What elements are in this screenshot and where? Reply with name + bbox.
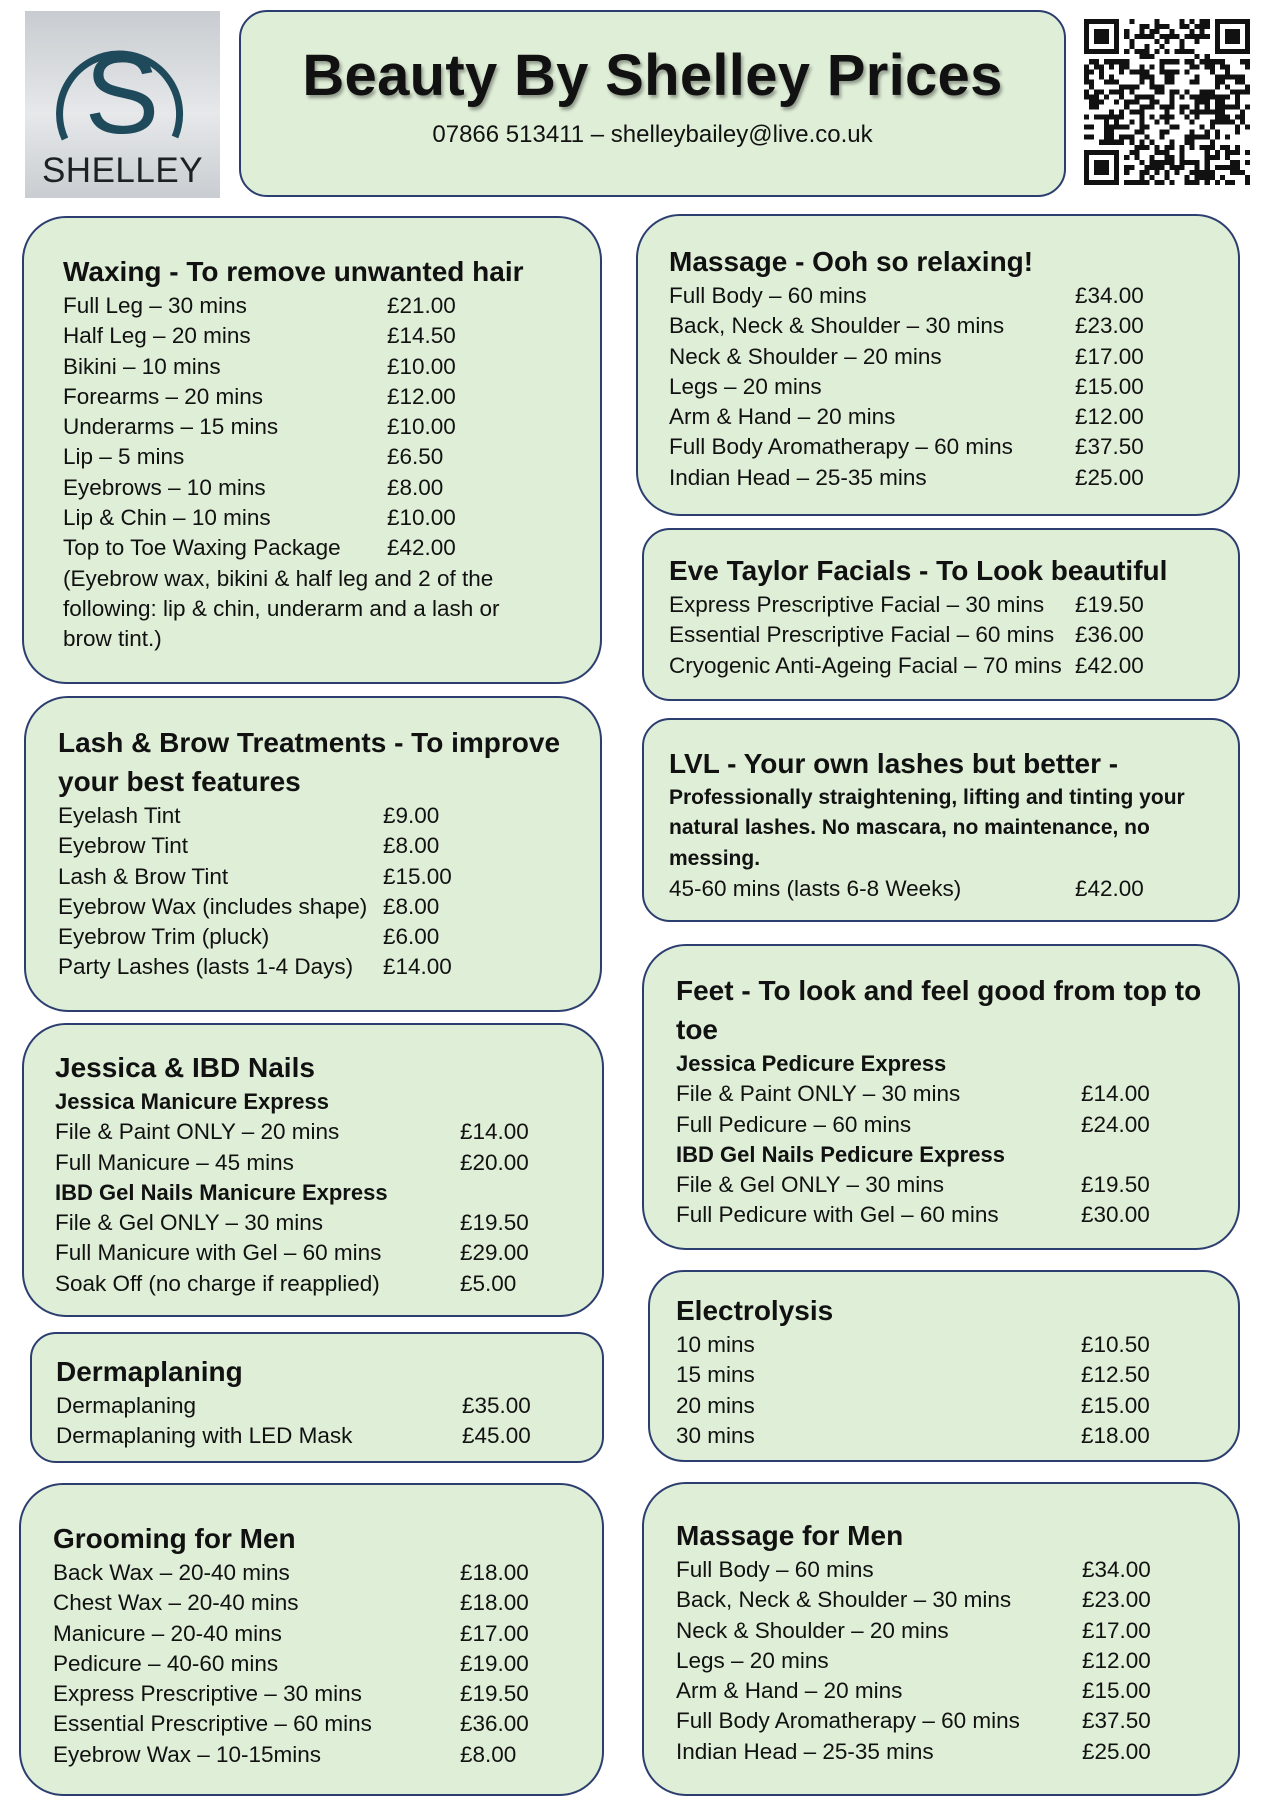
- treatment-price: £8.00: [460, 1741, 517, 1767]
- price-row: [63, 291, 600, 321]
- price-list: [669, 874, 1238, 904]
- price-list: [53, 1558, 602, 1770]
- treatment-name: Pedicure – 40-60 mins: [53, 1650, 279, 1676]
- section-title: LVL - Your own lashes but better -: [669, 748, 1119, 779]
- lvl-section: [642, 718, 1240, 922]
- treatment-name: Underarms – 15 mins: [63, 414, 279, 440]
- shelley-logo: [25, 11, 220, 198]
- treatment-price: £14.00: [460, 1119, 529, 1145]
- subheading: IBD Gel Nails Manicure Express: [55, 1179, 388, 1205]
- price-row: [669, 590, 1238, 620]
- price-row: [63, 503, 600, 533]
- price-row: [676, 1330, 1238, 1360]
- treatment-price: £15.00: [383, 863, 452, 889]
- treatment-name: Full Pedicure with Gel – 60 mins: [676, 1202, 999, 1228]
- treatment-price: £19.50: [460, 1210, 529, 1236]
- price-row: [58, 892, 600, 922]
- treatment-price: £17.00: [1082, 1617, 1151, 1643]
- contact-line: 07866 513411 – shelleybailey@live.co.uk: [432, 121, 873, 148]
- treatment-price: £42.00: [1075, 875, 1144, 901]
- section-title: Electrolysis: [676, 1295, 834, 1326]
- section-title: Jessica & IBD Nails: [55, 1052, 315, 1083]
- treatment-price: £29.00: [460, 1240, 529, 1266]
- treatment-name: Chest Wax – 20-40 mins: [53, 1590, 299, 1616]
- treatment-price: £18.00: [460, 1560, 529, 1585]
- treatment-price: £6.00: [383, 924, 440, 950]
- price-row: [676, 1706, 1238, 1736]
- price-row: [63, 473, 600, 503]
- treatment-price: £12.00: [387, 383, 456, 409]
- price-row: [53, 1679, 602, 1709]
- treatment-price: £19.50: [1081, 1172, 1150, 1198]
- treatment-name: Essential Prescriptive – 60 mins: [53, 1711, 372, 1737]
- price-row: [676, 1421, 1238, 1451]
- treatment-name: Soak Off (no charge if reapplied): [55, 1270, 380, 1296]
- treatment-name: Eyebrow Wax (includes shape): [58, 893, 368, 919]
- treatment-name: Express Prescriptive Facial – 30 mins: [669, 592, 1045, 617]
- price-row: [676, 1360, 1238, 1390]
- treatment-name: Eyelash Tint: [58, 803, 181, 828]
- price-row: [56, 1391, 602, 1421]
- treatment-price: £8.00: [383, 893, 440, 919]
- treatment-price: £18.00: [460, 1590, 529, 1616]
- treatment-name: Bikini – 10 mins: [63, 353, 221, 379]
- price-row: [58, 831, 600, 861]
- logo-text: SHELLEY: [41, 151, 204, 190]
- treatment-price: £10.00: [387, 505, 456, 531]
- treatment-price: £10.00: [387, 353, 456, 379]
- price-row: [53, 1649, 602, 1679]
- treatment-price: £30.00: [1081, 1202, 1150, 1228]
- price-row: [63, 442, 600, 472]
- treatment-name: Back, Neck & Shoulder – 30 mins: [669, 313, 1005, 339]
- price-row: [669, 463, 1238, 493]
- treatment-price: £8.00: [387, 474, 444, 500]
- treatment-name: 45-60 mins (lasts 6-8 Weeks): [669, 875, 962, 901]
- price-row: [676, 1646, 1238, 1676]
- treatment-name: 30 mins: [676, 1422, 755, 1448]
- treatment-price: £25.00: [1075, 464, 1144, 490]
- treatment-price: £10.00: [387, 414, 456, 440]
- treatment-name: Lip – 5 mins: [63, 444, 185, 470]
- price-row: [55, 1208, 602, 1238]
- price-row: [669, 432, 1238, 462]
- treatment-name: Full Body Aromatherapy – 60 mins: [669, 434, 1013, 460]
- treatment-price: £12.00: [1075, 404, 1144, 430]
- treatment-name: Full Pedicure – 60 mins: [676, 1111, 912, 1137]
- page-title: Beauty By Shelley Prices: [302, 43, 1003, 108]
- section-title: Waxing - To remove unwanted hair: [63, 256, 524, 287]
- treatment-price: £15.00: [1082, 1678, 1151, 1704]
- facials-section: [642, 528, 1240, 701]
- treatment-price: £42.00: [387, 535, 456, 561]
- treatment-price: £5.00: [460, 1270, 517, 1296]
- section-title: Lash & Brow Treatments - To improve your best features: [58, 727, 561, 797]
- treatment-price: £45.00: [462, 1423, 531, 1449]
- treatment-name: Neck & Shoulder – 20 mins: [676, 1617, 949, 1643]
- treatment-name: 10 mins: [676, 1332, 755, 1357]
- price-row: [63, 321, 600, 351]
- treatment-name: Dermaplaning: [56, 1393, 197, 1418]
- treatment-price: £12.50: [1081, 1362, 1150, 1388]
- price-row: [53, 1709, 602, 1739]
- treatment-price: £25.00: [1082, 1738, 1151, 1764]
- price-row: [56, 1421, 602, 1451]
- price-row: [676, 1079, 1238, 1109]
- section-title: Massage for Men: [676, 1520, 904, 1551]
- feet-section: [642, 944, 1240, 1250]
- treatment-price: £36.00: [460, 1711, 529, 1737]
- treatment-name: Essential Prescriptive Facial – 60 mins: [669, 622, 1055, 648]
- treatment-price: £37.50: [1075, 434, 1144, 460]
- treatment-price: £24.00: [1081, 1111, 1150, 1137]
- price-list: [63, 291, 600, 564]
- svg-text:S: S: [84, 32, 160, 157]
- price-row: [669, 874, 1238, 904]
- price-list: [55, 1208, 602, 1299]
- treatment-price: £20.00: [460, 1149, 529, 1175]
- treatment-name: Full Leg – 30 mins: [63, 293, 247, 318]
- section-title: Feet - To look and feel good from top to toe: [676, 975, 1202, 1045]
- treatment-price: £23.00: [1075, 313, 1144, 339]
- price-row: [676, 1676, 1238, 1706]
- treatment-name: Legs – 20 mins: [676, 1647, 829, 1673]
- treatment-price: £6.50: [387, 444, 444, 470]
- treatment-price: £14.00: [383, 954, 452, 980]
- treatment-name: Full Body – 60 mins: [676, 1557, 874, 1582]
- price-row: [58, 801, 600, 831]
- treatment-name: File & Paint ONLY – 20 mins: [55, 1119, 340, 1145]
- treatment-price: £34.00: [1075, 283, 1144, 308]
- section-title: Dermaplaning: [56, 1356, 243, 1387]
- treatment-price: £19.50: [1075, 592, 1144, 617]
- price-row: [669, 311, 1238, 341]
- treatment-price: £34.00: [1082, 1557, 1151, 1582]
- price-row: [53, 1588, 602, 1618]
- package-note: (Eyebrow wax, bikini & half leg and 2 of the following: lip & chin, underarm and a lash or brow tint.): [63, 565, 500, 652]
- treatment-name: Indian Head – 25-35 mins: [676, 1738, 934, 1764]
- price-list: [676, 1330, 1238, 1451]
- treatment-name: Full Manicure – 45 mins: [55, 1149, 294, 1175]
- treatment-name: Arm & Hand – 20 mins: [669, 404, 896, 430]
- treatment-price: £15.00: [1075, 373, 1144, 399]
- price-list: [55, 1117, 602, 1178]
- treatment-name: Forearms – 20 mins: [63, 383, 264, 409]
- nails-section: [22, 1023, 604, 1317]
- price-row: [676, 1737, 1238, 1767]
- electrolysis-section: [648, 1270, 1240, 1462]
- subheading: Jessica Pedicure Express: [676, 1051, 947, 1076]
- treatment-name: File & Paint ONLY – 30 mins: [676, 1081, 961, 1107]
- price-row: [669, 372, 1238, 402]
- subheading: IBD Gel Nails Pedicure Express: [676, 1141, 1005, 1167]
- price-row: [58, 862, 600, 892]
- price-row: [676, 1391, 1238, 1421]
- price-row: [63, 352, 600, 382]
- treatment-name: Lip & Chin – 10 mins: [63, 505, 271, 531]
- price-row: [55, 1269, 602, 1299]
- dermaplaning-section: [30, 1332, 604, 1463]
- section-title: Massage - Ooh so relaxing!: [669, 246, 1034, 277]
- treatment-name: Half Leg – 20 mins: [63, 323, 251, 349]
- treatment-price: £15.00: [1081, 1392, 1150, 1418]
- price-row: [676, 1555, 1238, 1585]
- treatment-price: £14.50: [387, 323, 456, 349]
- treatment-price: £36.00: [1075, 622, 1144, 648]
- section-title: Eve Taylor Facials - To Look beautiful: [669, 555, 1168, 586]
- massage-section: [636, 214, 1240, 516]
- treatment-name: Neck & Shoulder – 20 mins: [669, 343, 942, 369]
- treatment-name: Top to Toe Waxing Package: [63, 535, 341, 561]
- waxing-section: [22, 216, 602, 684]
- price-row: [669, 651, 1238, 681]
- treatment-name: Eyebrows – 10 mins: [63, 474, 266, 500]
- treatment-name: Full Body Aromatherapy – 60 mins: [676, 1708, 1020, 1734]
- price-row: [58, 952, 600, 982]
- price-list: [669, 590, 1238, 681]
- section-title: Grooming for Men: [53, 1523, 296, 1554]
- treatment-name: 20 mins: [676, 1392, 755, 1418]
- treatment-price: £14.00: [1081, 1081, 1150, 1107]
- treatment-name: Full Body – 60 mins: [669, 283, 867, 308]
- price-row: [676, 1110, 1238, 1140]
- price-row: [669, 402, 1238, 432]
- price-row: [55, 1117, 602, 1147]
- treatment-name: File & Gel ONLY – 30 mins: [55, 1210, 324, 1236]
- price-row: [63, 412, 600, 442]
- treatment-price: £42.00: [1075, 652, 1144, 678]
- treatment-price: £35.00: [462, 1393, 531, 1418]
- treatment-price: £8.00: [383, 833, 440, 859]
- treatment-price: £10.50: [1081, 1332, 1150, 1357]
- price-row: [63, 382, 600, 412]
- treatment-name: Full Manicure with Gel – 60 mins: [55, 1240, 382, 1266]
- price-row: [53, 1740, 602, 1770]
- treatment-name: Dermaplaning with LED Mask: [56, 1423, 353, 1449]
- treatment-name: Cryogenic Anti-Ageing Facial – 70 mins: [669, 652, 1062, 678]
- treatment-price: £19.50: [460, 1681, 529, 1707]
- lvl-description: Professionally straightening, lifting and tinting your natural lashes. No mascara, no maintenance, no messing.: [669, 786, 1185, 870]
- treatment-price: £19.00: [460, 1650, 529, 1676]
- treatment-price: £23.00: [1082, 1587, 1151, 1613]
- price-row: [55, 1238, 602, 1268]
- price-row: [676, 1616, 1238, 1646]
- price-list: [669, 281, 1238, 493]
- treatment-name: Indian Head – 25-35 mins: [669, 464, 927, 490]
- treatment-price: £18.00: [1081, 1422, 1150, 1448]
- treatment-price: £17.00: [1075, 343, 1144, 369]
- treatment-name: Eyebrow Wax – 10-15mins: [53, 1741, 322, 1767]
- lash-brow-section: [24, 696, 602, 1012]
- treatment-name: Eyebrow Tint: [58, 833, 189, 859]
- treatment-name: Eyebrow Trim (pluck): [58, 924, 270, 950]
- price-row: [55, 1148, 602, 1178]
- treatment-name: Manicure – 20-40 mins: [53, 1620, 282, 1646]
- massage-men-section: [642, 1482, 1240, 1796]
- price-row: [58, 922, 600, 952]
- treatment-name: Lash & Brow Tint: [58, 863, 229, 889]
- treatment-price: £9.00: [383, 803, 440, 828]
- price-list: [676, 1079, 1238, 1140]
- treatment-name: File & Gel ONLY – 30 mins: [676, 1172, 945, 1198]
- treatment-price: £17.00: [460, 1620, 529, 1646]
- treatment-name: Back, Neck & Shoulder – 30 mins: [676, 1587, 1012, 1613]
- price-row: [676, 1170, 1238, 1200]
- price-row: [669, 281, 1238, 311]
- treatment-name: Arm & Hand – 20 mins: [676, 1678, 903, 1704]
- price-list: [58, 801, 600, 983]
- price-row: [53, 1558, 602, 1588]
- treatment-price: £37.50: [1082, 1708, 1151, 1734]
- price-list: [676, 1555, 1238, 1767]
- treatment-name: Back Wax – 20-40 mins: [53, 1560, 290, 1585]
- price-row: [676, 1585, 1238, 1615]
- grooming-men-section: [19, 1483, 604, 1796]
- qr-code-icon[interactable]: [1084, 19, 1250, 185]
- price-row: [63, 533, 600, 563]
- subheading: Jessica Manicure Express: [55, 1089, 329, 1114]
- treatment-name: Express Prescriptive – 30 mins: [53, 1681, 362, 1707]
- price-row: [669, 620, 1238, 650]
- header-box: [239, 10, 1066, 197]
- treatment-name: Legs – 20 mins: [669, 373, 822, 399]
- price-row: [676, 1200, 1238, 1230]
- treatment-name: Party Lashes (lasts 1-4 Days): [58, 954, 354, 980]
- price-row: [669, 342, 1238, 372]
- treatment-name: 15 mins: [676, 1362, 755, 1388]
- treatment-price: £12.00: [1082, 1647, 1151, 1673]
- treatment-price: £21.00: [387, 293, 456, 318]
- price-row: [53, 1619, 602, 1649]
- price-list: [676, 1170, 1238, 1231]
- price-list: [56, 1391, 602, 1452]
